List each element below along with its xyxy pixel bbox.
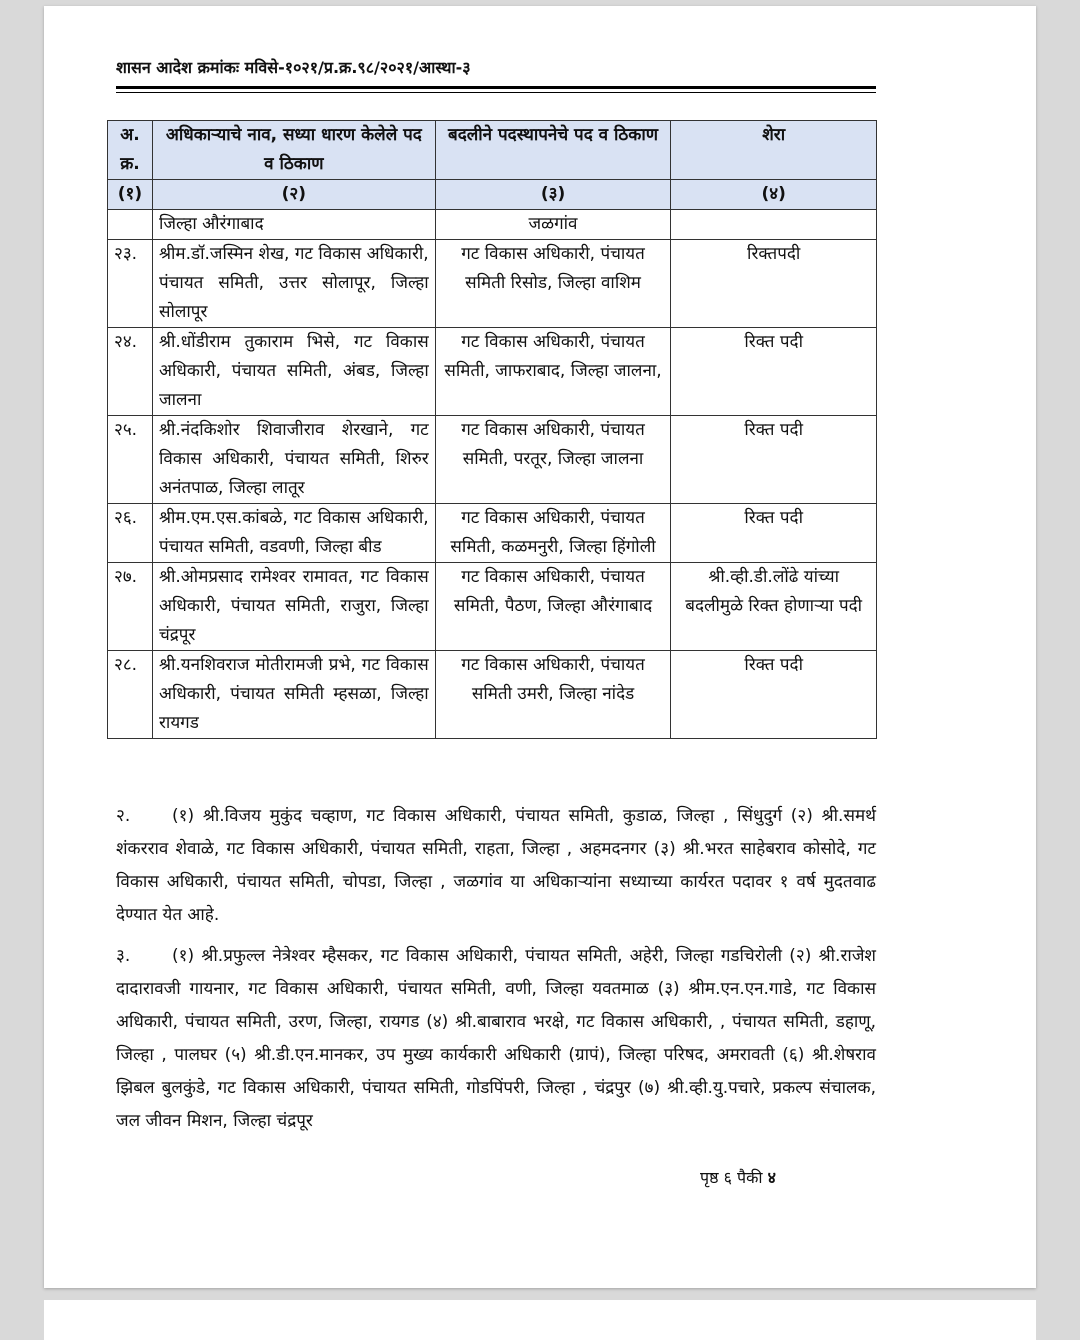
row-sr: २३. [108,240,153,328]
col-num-4: (४) [671,180,877,210]
header-posting: बदलीने पदस्थापनेचे पद व ठिकाण [435,121,671,180]
row-sr: २६. [108,504,153,563]
header-rule-thin [116,92,876,93]
row-posting: गट विकास अधिकारी, पंचायत समिती उमरी, जिल्हा नांदेड [435,651,671,739]
table-row [108,651,877,739]
page-footer [700,1166,776,1188]
row-posting: गट विकास अधिकारी, पंचायत समिती, परतूर, जिल्हा जालना [435,416,671,504]
row-name: श्री.धोंडीराम तुकाराम भिसे, गट विकास अधिकारी, पंचायत समिती, अंबड, जिल्हा जालना [152,328,435,416]
row-name: श्री.यनशिवराज मोतीरामजी प्रभे, गट विकास अधिकारी, पंचायत समिती म्हसळा, जिल्हा रायगड [152,651,435,739]
column-number-row [108,180,877,210]
table-row [108,563,877,651]
table-row [108,328,877,416]
table-row [108,504,877,563]
row-sr: २५. [108,416,153,504]
row-remark: रिक्तपदी [671,240,877,328]
group-row [108,210,877,240]
table-row [108,416,877,504]
page-number: ४ [767,1168,776,1187]
row-posting: गट विकास अधिकारी, पंचायत समिती, कळमनुरी, जिल्हा हिंगोली [435,504,671,563]
header-name: अधिकाऱ्याचे नाव, सध्या धारण केलेले पद व ठिकाण [152,121,435,180]
paragraph-text: (१) श्री.प्रफुल्ल नेत्रेश्वर म्हैसकर, गट विकास अधिकारी, पंचायत समिती, अहेरी, जिल्हा गडचिरोली (२) श्री.राजेश दादारावजी गायनार, गट विकास अधिकारी, पंचायत समिती, वणी, जिल्हा यवतमाळ (३) श्रीम.एन.एन.गाडे, गट विकास अधिकारी, पंचायत समिती, उरण, जिल्हा, रायगड (४) श्री.बाबाराव भरक्षे, गट विकास अधिकारी, , पंचायत समिती, डहाणू, जिल्हा , पालघर (५) श्री.डी.एन.मानकर, उप मुख्य कार्यकारी अधिकारी (ग्रापं), जिल्हा परिषद, अमरावती (६) श्री.शेषराव झिबल बुलकुंडे, गट विकास अधिकारी, पंचायत समिती, गोडपिंपरी, जिल्हा , चंद्रपुर (७) श्री.व्ही.यु.पचारे, प्रकल्प संचालक, जल जीवन मिशन, जिल्हा चंद्रपूर [116,946,876,1131]
row-sr: २४. [108,328,153,416]
paragraph-number: ३. [116,946,131,966]
paragraph-2 [116,800,876,932]
col-num-2: (२) [152,180,435,210]
table-header-row [108,121,877,180]
col-num-3: (३) [435,180,671,210]
row-remark: श्री.व्ही.डी.लोंढे यांच्या बदलीमुळे रिक्त होणाऱ्या पदी [671,563,877,651]
row-posting: गट विकास अधिकारी, पंचायत समिती रिसोड, जिल्हा वाशिम [435,240,671,328]
row-name: श्री.नंदकिशोर शिवाजीराव शेरखाने, गट विकास अधिकारी, पंचायत समिती, शिरुर अनंतपाळ, जिल्हा लातूर [152,416,435,504]
row-sr: २८. [108,651,153,739]
row-remark: रिक्त पदी [671,504,877,563]
paragraph-number: २. [116,806,131,826]
group-from: जिल्हा औरंगाबाद [152,210,435,240]
paragraph-3 [116,940,876,1138]
row-sr: २७. [108,563,153,651]
next-page [44,1300,1036,1340]
row-remark: रिक्त पदी [671,416,877,504]
row-posting: गट विकास अधिकारी, पंचायत समिती, जाफराबाद, जिल्हा जालना, [435,328,671,416]
row-remark: रिक्त पदी [671,328,877,416]
row-name: श्रीम.एम.एस.कांबळे, गट विकास अधिकारी, पंचायत समिती, वडवणी, जिल्हा बीड [152,504,435,563]
page-header: शासन आदेश क्रमांकः मविसे-१०२१/प्र.क्र.९८/२०२१/आस्था-३ [116,58,471,77]
header-remark: शेरा [671,121,877,180]
paragraph-text: (१) श्री.विजय मुकुंद चव्हाण, गट विकास अधिकारी, पंचायत समिती, कुडाळ, जिल्हा , सिंधुदुर्ग (२) श्री.समर्थ शंकरराव शेवाळे, गट विकास अधिकारी, पंचायत समिती, राहता, जिल्हा , अहमदनगर (३) श्री.भरत साहेबराव कोसोदे, गट विकास अधिकारी, पंचायत समिती, चोपडा, जिल्हा , जळगांव या अधिकाऱ्यांना सध्याच्या कार्यरत पदावर १ वर्ष मुदतवाढ देण्यात येत आहे. [116,806,876,925]
row-name: श्री.ओमप्रसाद रामेश्वर रामावत, गट विकास अधिकारी, पंचायत समिती, राजुरा, जिल्हा चंद्रपूर [152,563,435,651]
group-to: जळगांव [435,210,671,240]
table-row [108,240,877,328]
row-name: श्रीम.डॉ.जस्मिन शेख, गट विकास अधिकारी, पंचायत समिती, उत्तर सोलापूर, जिल्हा सोलापूर [152,240,435,328]
transfer-table [107,120,877,739]
row-remark: रिक्त पदी [671,651,877,739]
row-posting: गट विकास अधिकारी, पंचायत समिती, पैठण, जिल्हा औरंगाबाद [435,563,671,651]
header-sr: अ. क्र. [108,121,153,180]
header-rule-thick [116,86,876,89]
col-num-1: (१) [108,180,153,210]
page-label: पृष्ठ ६ पैकी [700,1168,763,1187]
